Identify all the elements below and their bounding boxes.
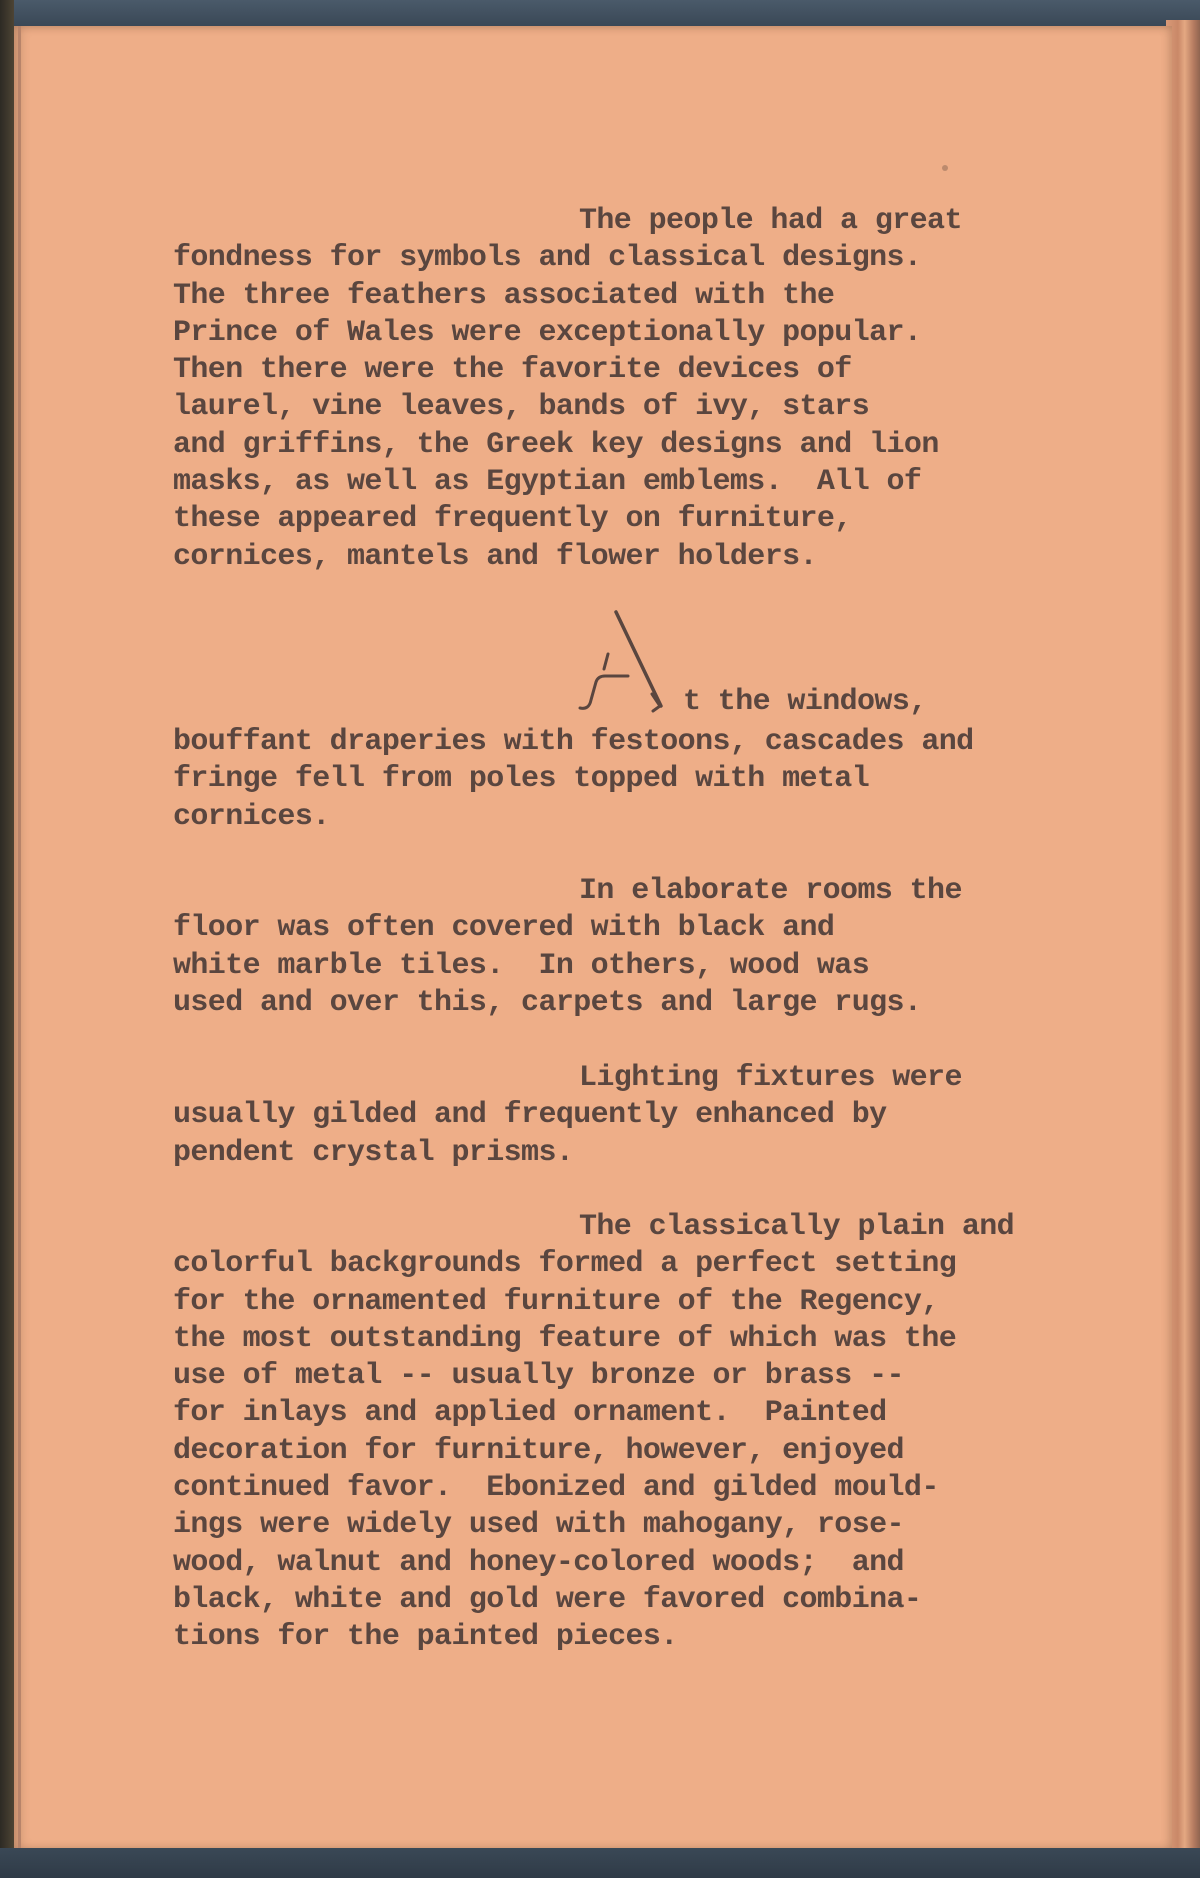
text-line: these appeared frequently on furniture, [173,502,852,537]
text-line: bouffant draperies with festoons, cascades and [173,725,974,759]
text-line: ings were widely used with mahogany, rose- [173,1508,904,1543]
text-line: used and over this, carpets and large rugs. [173,985,922,1020]
text-line: and griffins, the Greek key designs and lion [173,427,939,462]
paragraph-windows [173,724,1073,836]
text-line: for inlays and applied ornament. Painted [173,1396,887,1431]
paragraph-symbols [173,203,1073,576]
text-line: masks, as well as Egyptian emblems. All of [173,465,922,500]
book-spine [0,0,14,1878]
drop-cap-a [570,608,666,714]
book-cover-top [0,0,1200,26]
page-gutter [18,26,21,1850]
text-line: for the ornamented furniture of the Regency, [173,1284,939,1319]
text-line: Prince of Wales were exceptionally popular. [173,315,922,350]
text-line: the most outstanding feature of which was the [173,1321,957,1356]
text-line: black, white and gold were favored combina- [173,1582,922,1617]
text-line: wood, walnut and honey-colored woods; and [173,1545,904,1580]
text-line: The three feathers associated with the [173,278,835,313]
text-line: tions for the painted pieces. [173,1620,678,1655]
text-line: colorful backgrounds formed a perfect setting [173,1247,957,1282]
text-line: decoration for furniture, however, enjoyed [173,1433,904,1468]
text-line: The classically plain and [579,1210,1015,1244]
text-line: usually gilded and frequently enhanced by [173,1098,887,1133]
paper-fleck [942,165,948,171]
text-line: pendent crystal prisms. [173,1135,574,1170]
text-line: cornices. [173,799,330,834]
text-line: use of metal -- usually bronze or brass -- [173,1359,904,1394]
text-line: The people had a great [579,204,962,238]
text-line: Then there were the favorite devices of [173,353,852,388]
drop-cap-line: t the windows, [683,685,927,719]
paragraph-floors [173,873,1073,1022]
paragraph-lighting [173,1060,1073,1172]
text-line: fondness for symbols and classical designs. [173,241,922,276]
paragraph-regency [173,1209,1073,1657]
text-line: In elaborate rooms the [579,874,962,908]
book-cover-bottom [0,1848,1200,1878]
text-line: fringe fell from poles topped with metal [173,762,870,797]
text-line: cornices, mantels and flower holders. [173,539,817,574]
text-line: Lighting fixtures were [579,1061,962,1095]
text-line: laurel, vine leaves, bands of ivy, stars [173,390,870,425]
text-line: floor was often covered with black and [173,911,835,946]
text-line: continued favor. Ebonized and gilded mould- [173,1471,939,1506]
text-line: white marble tiles. In others, wood was [173,948,870,983]
